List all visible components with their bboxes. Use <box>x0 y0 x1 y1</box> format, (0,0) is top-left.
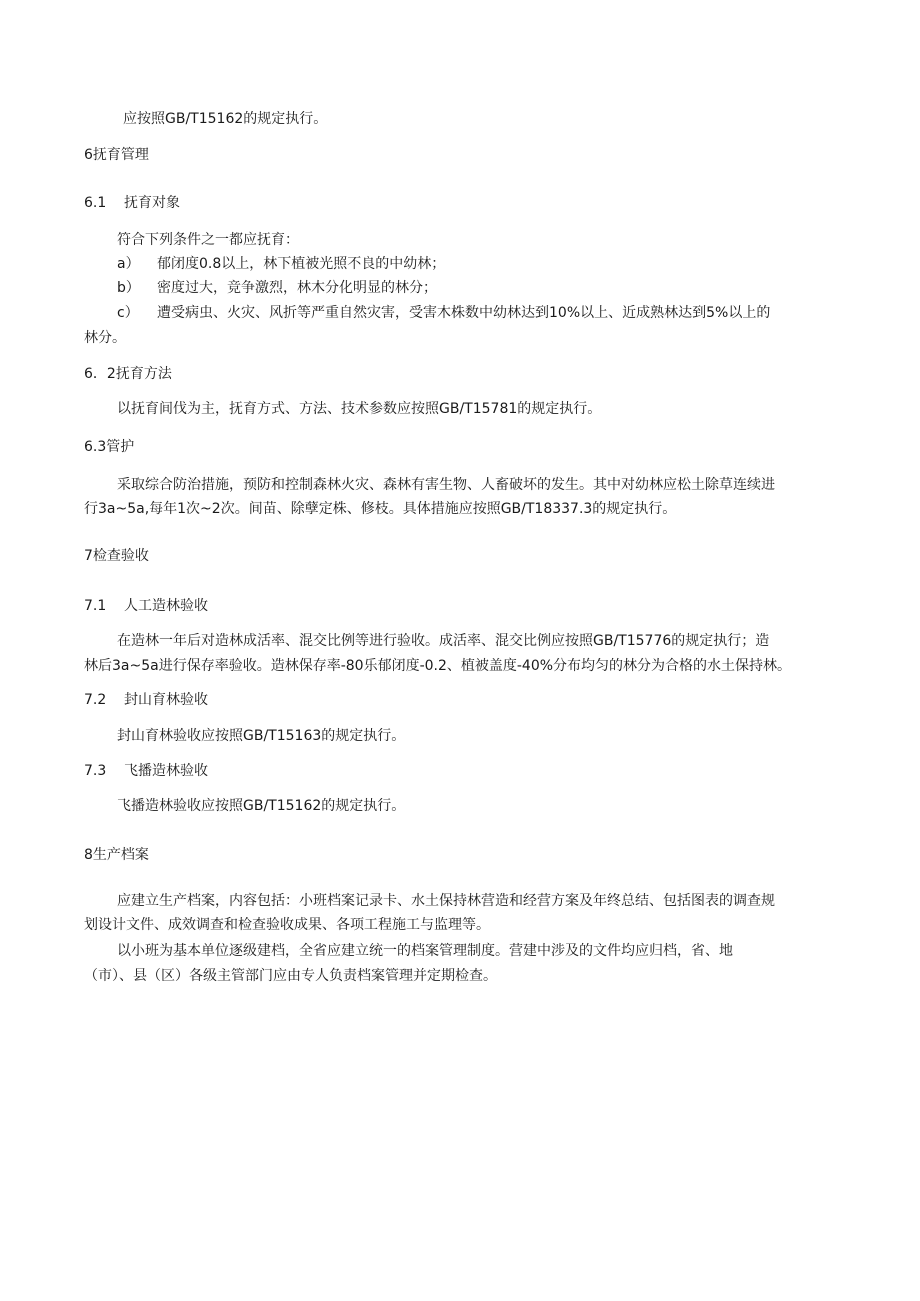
section-number: 7.1 <box>84 598 107 614</box>
intro-paragraph: 应按照GB/T15162的规定执行。 <box>123 111 328 127</box>
list-item-label: a） <box>117 256 140 272</box>
list-item-label: b） <box>117 280 140 296</box>
section-8-p2-line-1: 以小班为基本单位逐级建档，全省应建立统一的档案管理制度。营建中涉及的文件均应归档，省、地 <box>117 943 733 959</box>
section-number: 7.2 <box>84 692 107 708</box>
section-7-2-heading <box>84 690 208 710</box>
section-6-2-heading: 6．2抚育方法 <box>84 366 172 382</box>
section-8-p1-line-1: 应建立生产档案，内容包括：小班档案记录卡、水土保持林营造和经营方案及年终总结、包括图表的调查规 <box>117 893 775 909</box>
section-title: 人工造林验收 <box>124 598 208 614</box>
list-item <box>117 303 770 323</box>
list-item-text: 郁闭度0.8以上，林下植被光照不良的中幼林； <box>157 256 446 272</box>
section-7-2-text: 封山育林验收应按照GB/T15163的规定执行。 <box>117 728 406 744</box>
section-7-1-heading <box>84 596 208 616</box>
section-7-3-heading <box>84 761 208 781</box>
section-8-p2-line-2: （市）、县（区）各级主管部门应由专人负责档案管理并定期检查。 <box>84 968 497 984</box>
section-6-3-line-1: 采取综合防治措施，预防和控制森林火灾、森林有害生物、人畜破坏的发生。其中对幼林应松土除草连续进 <box>117 477 775 493</box>
section-6-2-text: 以抚育间伐为主，抚育方式、方法、技术参数应按照GB/T15781的规定执行。 <box>117 401 602 417</box>
section-6-3-heading: 6.3管护 <box>84 439 135 455</box>
section-number: 6.1 <box>84 195 107 211</box>
section-6-1-heading <box>84 193 180 213</box>
section-title: 飞播造林验收 <box>124 763 208 779</box>
section-8-p1-line-2: 划设计文件、成效调查和检查验收成果、各项工程施工与监理等。 <box>84 917 490 933</box>
list-item <box>117 254 445 274</box>
list-item-label: c） <box>117 305 139 321</box>
section-8-heading: 8生产档案 <box>84 847 149 863</box>
list-item-text: 遭受病虫、火灾、风折等严重自然灾害，受害木株数中幼林达到10%以上、近成熟林达到5%以上的 <box>157 305 771 321</box>
section-title: 抚育对象 <box>124 195 180 211</box>
section-7-3-text: 飞播造林验收应按照GB/T15162的规定执行。 <box>117 798 406 814</box>
list-item <box>117 278 437 298</box>
list-item-text: 密度过大，竞争激烈，林木分化明显的林分； <box>157 280 437 296</box>
section-6-1-lead: 符合下列条件之一都应抚育： <box>117 232 299 248</box>
list-item-continuation: 林分。 <box>84 330 126 346</box>
section-title: 封山育林验收 <box>124 692 208 708</box>
section-number: 7.3 <box>84 763 107 779</box>
section-6-3-line-2: 行3a~5a,每年1次~2次。间苗、除孽定株、修枝。具体措施应按照GB/T18337.3的规定执行。 <box>84 501 677 517</box>
section-6-heading: 6抚育管理 <box>84 147 149 163</box>
section-7-heading: 7检查验收 <box>84 548 149 564</box>
section-7-1-line-1: 在造林一年后对造林成活率、混交比例等进行验收。成活率、混交比例应按照GB/T15776的规定执行；造 <box>117 633 770 649</box>
section-7-1-line-2: 林后3a~5a进行保存率验收。造林保存率-80乐郁闭度-0.2、植被盖度-40%分布均匀的林分为合格的水土保持林。 <box>84 658 792 674</box>
